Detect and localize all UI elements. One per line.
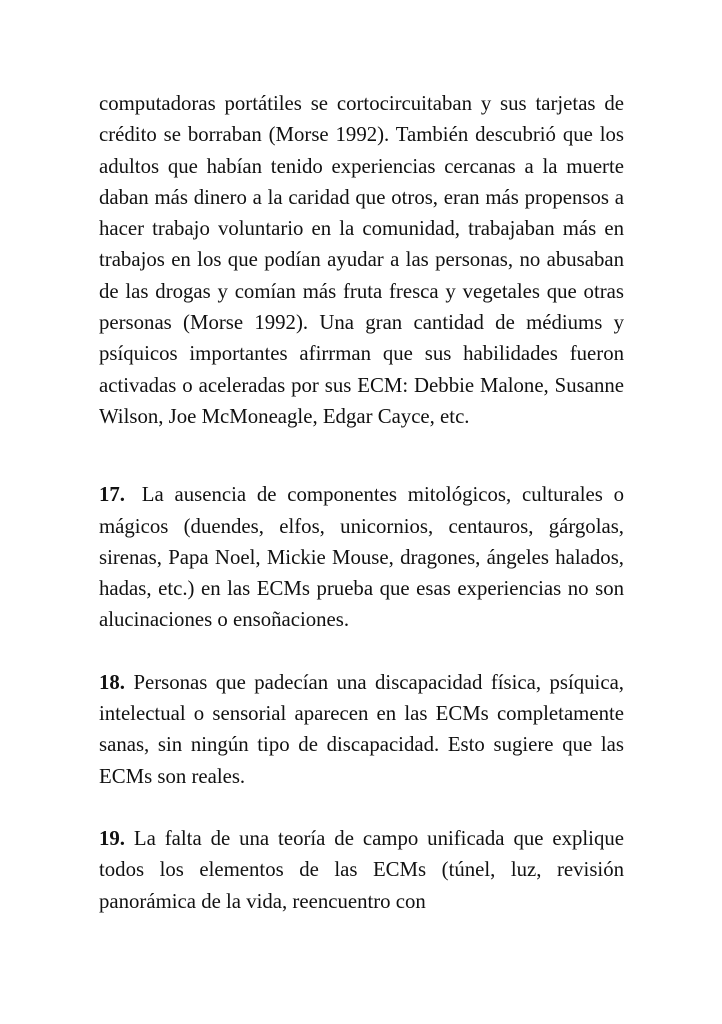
paragraph-number: 19. <box>99 826 125 850</box>
numbered-paragraph-17 <box>99 479 624 635</box>
paragraph-continuation: computadoras portátiles se cortocircuitaban y sus tarjetas de crédito se borraban (Morse 1992). También descubrió que los adultos que habían tenido experiencias cercanas a la muerte daban más dinero a la caridad que otros, eran más propensos a hacer trabajo voluntario en la comunidad, trabajaban más en trabajos en los que podían ayudar a las personas, no abusaban de las drogas y comían más fruta fresca y vegetales que otras personas (Morse 1992). Una gran cantidad de médiums y psíquicos importantes afirrman que sus habilidades fueron activadas o aceleradas por sus ECM: Debbie Malone, Susanne Wilson, Joe McMoneagle, Edgar Cayce, etc. <box>99 92 624 428</box>
paragraph-text: La falta de una teoría de campo unificada que explique todos los elementos de las ECMs (túnel, luz, revisión panorámica de la vida, reencuentro con <box>99 826 624 913</box>
paragraph-text: Personas que padecían una discapacidad física, psíquica, intelectual o sensorial aparecen en las ECMs completamente sanas, sin ningún tipo de discapacidad. Esto sugiere que las ECMs son reales. <box>99 670 624 788</box>
paragraph-text: La ausencia de componentes mitológicos, culturales o mágicos (duendes, elfos, unicornios, centauros, gárgolas, sirenas, Papa Noel, Mickie Mouse, dragones, ángeles halados, hadas, etc.) en las ECMs prueba que esas experiencias no son alucinaciones o ensoñaciones. <box>99 483 624 632</box>
paragraph-number: 18. <box>99 670 125 694</box>
document-page <box>99 88 624 917</box>
numbered-paragraph-19 <box>99 823 624 917</box>
numbered-paragraph-18 <box>99 667 624 792</box>
paragraph-number: 17. <box>99 483 125 507</box>
